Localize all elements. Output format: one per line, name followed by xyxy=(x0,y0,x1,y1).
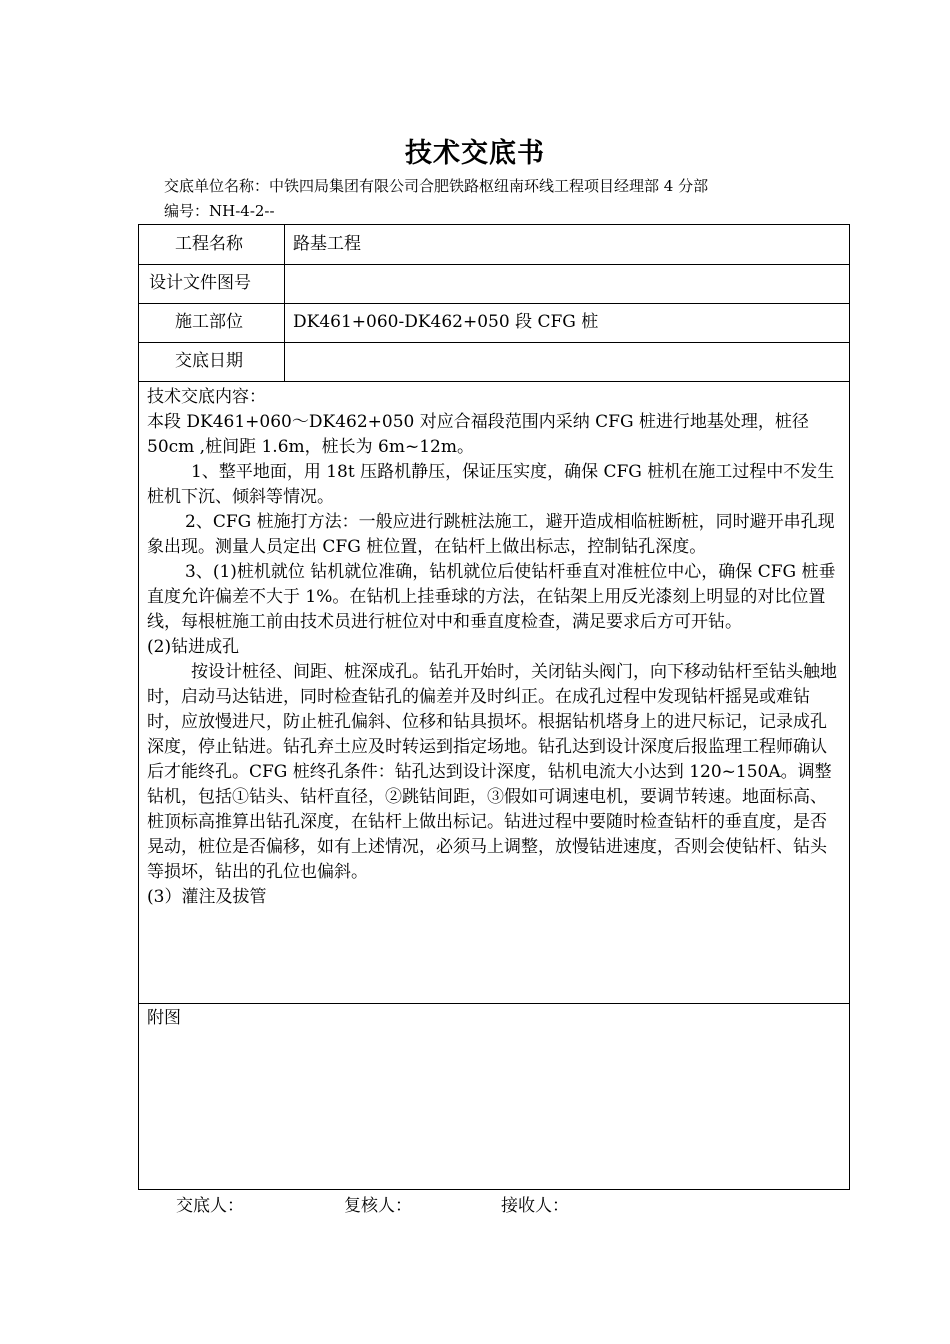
handover-person-label: 交底人： xyxy=(176,1196,244,1216)
content-item-3: 3、(1)桩机就位 钻机就位准确，钻机就位后使钻杆垂直对准桩位中心，确保 CFG 桩垂直度允许偏差不大于 1%。在钻机上挂垂球的方法，在钻架上用反光漆刻上明显的对比位置线，每根桩施工前由技术员进行桩位对中和垂直度检查，满足要求后方可开钻。 xyxy=(147,562,836,632)
project-name-label: 工程名称 xyxy=(175,234,243,254)
content-subsection-2-body: 按设计桩径、间距、桩深成孔。钻孔开始时，关闭钻头阀门，向下移动钻杆至钻头触地时，启动马达钻进，同时检查钻孔的偏差并及时纠正。在成孔过程中发现钻杆摇晃或难钻时，应放慢进尺，防止桩孔偏斜、位移和钻具损坏。根据钻机塔身上的进尺标记，记录成孔深度，停止钻进。钻孔弃土应及时转运到指定场地。钻孔达到设计深度后报监理工程师确认后才能终孔。CFG 桩终孔条件：钻孔达到设计深度，钻机电流大小达到 120~150A。调整钻机，包括①钻头、钻杆直径，②跳钻间距，③假如可调速电机，要调节转速。地面标高、桩顶标高推算出钻孔深度，在钻杆上做出标记。钻进过程中要随时检查钻杆的垂直度，是否晃动，桩位是否偏移，如有上述情况，必须马上调整，放慢钻进速度，否则会使钻杆、钻头等损坏，钻出的孔位也偏斜。 xyxy=(147,662,837,882)
technical-content xyxy=(147,385,843,910)
content-item-1: 1、整平地面，用 18t 压路机静压，保证压实度，确保 CFG 桩机在施工过程中不发生桩机下沉、倾斜等情况。 xyxy=(147,462,835,507)
receiver-label: 接收人： xyxy=(501,1196,569,1216)
disclosure-table xyxy=(138,224,850,1190)
construction-location-value: DK461+060-DK462+050 段 CFG 桩 xyxy=(293,312,599,332)
row-divider xyxy=(139,264,849,265)
content-intro: 本段 DK461+060～DK462+050 对应合福段范围内采纳 CFG 桩进行地基处理，桩径 50cm ,桩间距 1.6m，桩长为 6m~12m。 xyxy=(147,412,809,457)
handover-date-label: 交底日期 xyxy=(175,351,243,371)
design-drawing-label: 设计文件图号 xyxy=(149,273,251,293)
handover-unit-line: 交底单位名称：中铁四局集团有限公司合肥铁路枢纽南环线工程项目经理部 4 分部 xyxy=(164,177,709,195)
reviewer-label: 复核人： xyxy=(344,1196,412,1216)
project-name-value: 路基工程 xyxy=(293,234,361,254)
construction-location-label: 施工部位 xyxy=(175,312,243,332)
document-title: 技术交底书 xyxy=(405,138,545,169)
document-number-line: 编号：NH-4-2-- xyxy=(164,202,275,220)
row-divider xyxy=(139,303,849,304)
attachment-label: 附图 xyxy=(147,1008,181,1028)
content-subsection-2-title: (2)钻进成孔 xyxy=(147,637,240,657)
content-subsection-3-title: (3）灌注及拔管 xyxy=(147,887,267,907)
row-divider xyxy=(139,381,849,382)
row-divider xyxy=(139,342,849,343)
content-item-2: 2、CFG 桩施打方法：一般应进行跳桩法施工，避开造成相临桩断桩，同时避开串孔现象出现。测量人员定出 CFG 桩位置，在钻杆上做出标志，控制钻孔深度。 xyxy=(147,512,835,557)
column-divider xyxy=(284,225,285,381)
row-divider xyxy=(139,1003,849,1004)
content-heading: 技术交底内容： xyxy=(147,387,266,407)
